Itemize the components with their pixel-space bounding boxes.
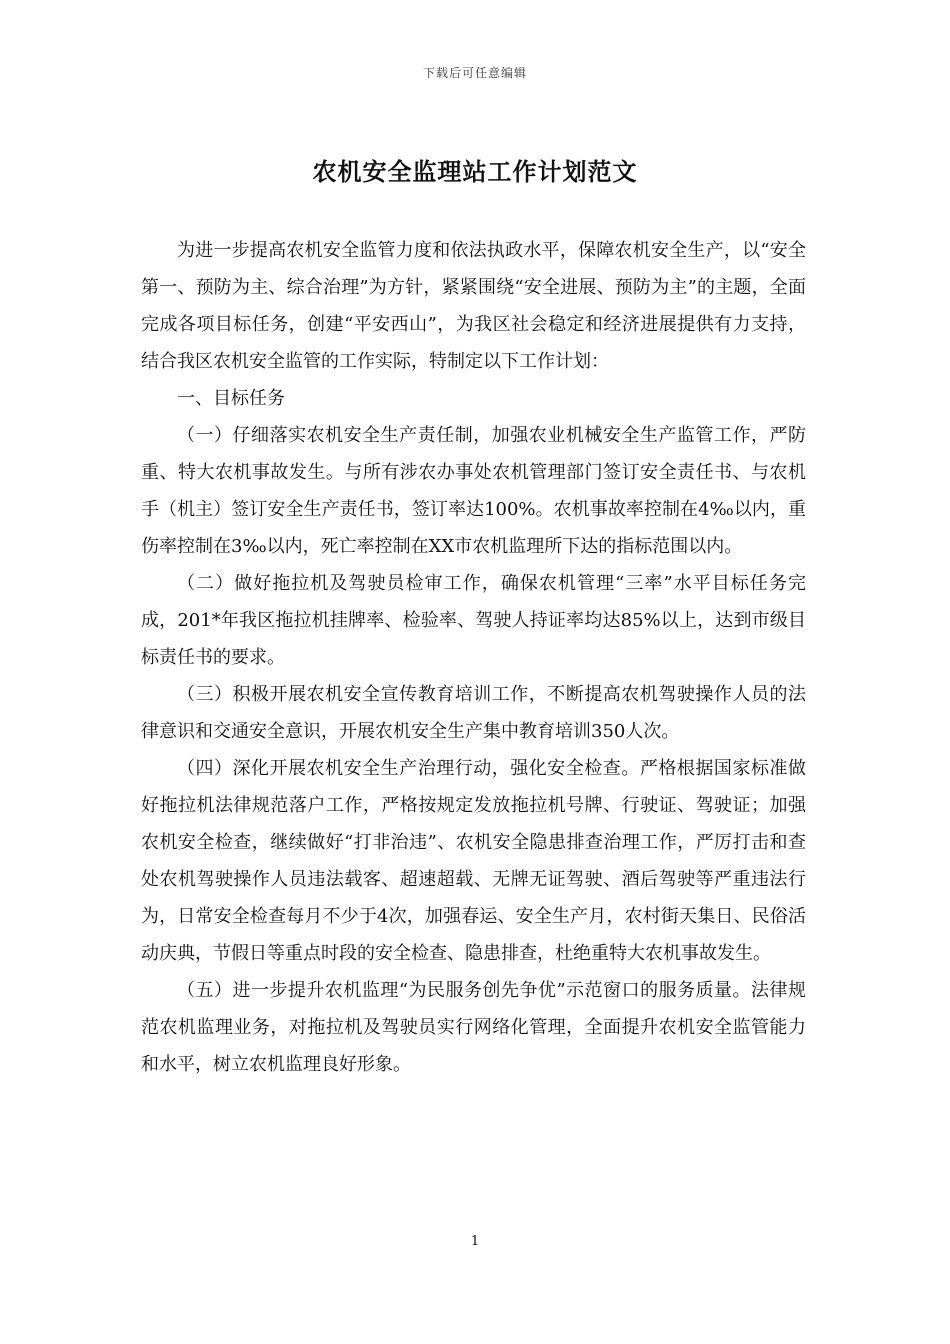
document-body xyxy=(141,232,806,1083)
goal-item-1: （一）仔细落实农机安全生产责任制，加强农业机械安全生产监管工作，严防重、特大农机事故发生。与所有涉农办事处农机管理部门签订安全责任书、与农机手（机主）签订安全生产责任书，签订率达100%。农机事故率控制在4‰以内，重伤率控制在3‰以内，死亡率控制在XX市农机监理所下达的指标范围以内。 xyxy=(141,425,806,557)
page-header-note: 下载后可任意编辑 xyxy=(422,66,527,80)
goal-item-2: （二）做好拖拉机及驾驶员检审工作，确保农机管理“三率”水平目标任务完成，201*年我区拖拉机挂牌率、检验率、驾驶人持证率均达85%以上，达到市级目标责任书的要求。 xyxy=(141,573,806,668)
document-title: 农机安全监理站工作计划范文 xyxy=(312,157,638,186)
goal-item-3: （三）积极开展农机安全宣传教育培训工作，不断提高农机驾驶操作人员的法律意识和交通安全意识，开展农机安全生产集中教育培训350人次。 xyxy=(141,684,806,742)
section-heading-goals: 一、目标任务 xyxy=(177,388,285,409)
goal-item-5: （五）进一步提升农机监理“为民服务创先争优”示范窗口的服务质量。法律规范农机监理业务，对拖拉机及驾驶员实行网络化管理，全面提升农机安全监管能力和水平，树立农机监理良好形象。 xyxy=(141,980,806,1075)
goal-item-4: （四）深化开展农机安全生产治理行动，强化安全检查。严格根据国家标准做好拖拉机法律规范落户工作，严格按规定发放拖拉机号牌、行驶证、驾驶证；加强农机安全检查，继续做好“打非治违”、农机安全隐患排查治理工作，严厉打击和查处农机驾驶操作人员违法载客、超速超载、无牌无证驾驶、酒后驾驶等严重违法行为，日常安全检查每月不少于4次，加强春运、安全生产月，农村街天集日、民俗活动庆典，节假日等重点时段的安全检查、隐患排查，杜绝重特大农机事故发生。 xyxy=(141,758,806,964)
page-number: 1 xyxy=(470,1234,480,1249)
intro-paragraph: 为进一步提高农机安全监管力度和依法执政水平，保障农机安全生产，以“安全第一、预防为主、综合治理”为方针，紧紧围绕“安全进展、预防为主”的主题，全面完成各项目标任务，创建“平安西山”，为我区社会稳定和经济进展提供有力支持，结合我区农机安全监管的工作实际，特制定以下工作计划： xyxy=(141,240,806,372)
